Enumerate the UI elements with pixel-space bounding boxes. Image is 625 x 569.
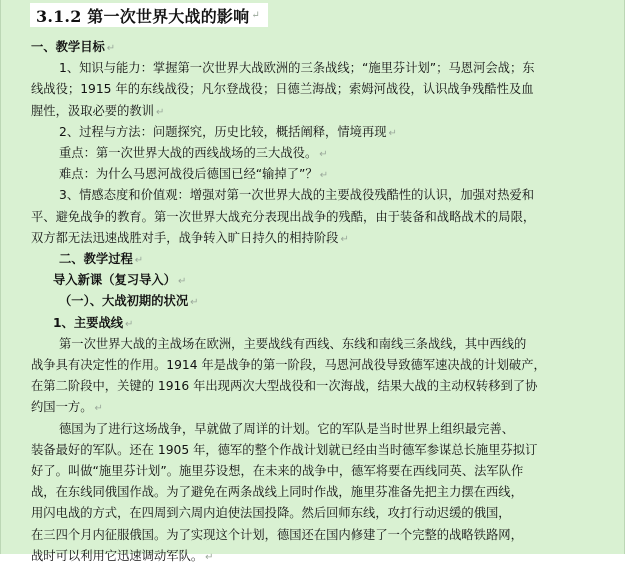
paragraph-mark-icon: ↵ [190, 297, 199, 309]
paragraph-mark-icon: ↵ [106, 43, 116, 54]
paragraph-mark-icon: ↵ [340, 233, 349, 245]
doc-line-text: 在第二阶段中，关键的 1916 年出现两次大型战役和一次海战，结果大战的主动权转移到了协 [31, 379, 538, 394]
paragraph-mark-icon: ↵ [205, 551, 214, 563]
doc-line [59, 163, 624, 185]
doc-line-text: 线战役；1915 年的东线战役；凡尔登战役；日德兰海战；索姆河战役，认识战争残酷性及血 [31, 82, 534, 97]
doc-line [59, 418, 624, 440]
doc-line-text: 双方都无法迅速战胜对手，战争转入旷日持久的相持阶段 [31, 230, 339, 245]
doc-line-text: 3、情感态度和价值观：增强对第一次世界大战的主要战役残酷性的认识，加强对热爱和 [59, 188, 535, 203]
doc-line [59, 57, 624, 79]
doc-line [31, 354, 624, 376]
paragraph-mark-icon: ↵ [177, 276, 187, 288]
doc-line [31, 78, 624, 100]
doc-line [59, 290, 624, 312]
paragraph-mark-icon: ↵ [155, 106, 165, 118]
doc-line-text: 重点：第一次世界大战的西线战场的三大战役。 [59, 146, 318, 160]
doc-line-text: 平、避免战争的教育。第一次世界大战充分表现出战争的残酷，由于装备和战略战术的局限， [31, 209, 536, 224]
doc-line-text: 2、过程与方法：问题探究，历史比较，概括阐释，情境再现 [59, 124, 387, 139]
doc-line-text: 战时可以利用它迅速调动军队。 [31, 548, 204, 563]
doc-line-text: 在三四个月内征服俄国。为了实现这个计划，德国还在国内修建了一个完整的战略铁路网， [31, 527, 523, 542]
doc-line-text: 导入新课（复习导入） [53, 273, 176, 288]
paragraph-mark-icon: ↵ [251, 9, 260, 21]
doc-line [59, 142, 624, 164]
doc-line-text: 战，在东线同俄国作战。为了避免在两条战线上同时作战，施里芬准备先把主力摆在西线， [31, 485, 523, 500]
doc-line [59, 333, 624, 355]
doc-line-text: 德国为了进行这场战争，早就做了周详的计划。它的军队是当时世界上组织最完善、 [59, 421, 514, 436]
doc-line-text: 好了。叫做“施里芬计划”。施里芬设想，在未来的战争中，德军将要在西线同英、法军队作 [31, 464, 524, 478]
paragraph-mark-icon: ↵ [125, 318, 134, 330]
doc-line-text: 装备最好的军队。还在 1905 年，德军的整个作战计划就已经由当时德军参谋总长施里芬拟订 [31, 442, 538, 457]
doc-line [53, 312, 624, 334]
doc-line-text: 约国一方。 [31, 400, 93, 415]
paragraph-mark-icon: ↵ [134, 255, 144, 266]
paragraph-mark-icon: ↵ [319, 170, 329, 182]
doc-line [59, 184, 624, 206]
doc-line [31, 206, 624, 228]
doc-line-text: 二、教学过程 [59, 252, 133, 266]
doc-line-text: 战争具有决定性的作用。1914 年是战争的第一阶段，马恩河战役导致德军速决战的计划破产， [31, 358, 546, 372]
doc-line-text: 1、主要战线 [53, 315, 124, 330]
doc-line-text: 一、教学目标 [31, 40, 105, 54]
section-title [30, 3, 268, 27]
doc-line [31, 460, 624, 482]
doc-line [31, 100, 624, 122]
doc-line-text: 第一次世界大战的主战场在欧洲，主要战线有西线、东线和南线三条战线，其中西线的 [59, 336, 527, 351]
doc-line [31, 396, 624, 418]
section-title-text: 3.1.2 第一次世界大战的影响 [36, 6, 250, 26]
doc-line [59, 248, 624, 270]
doc-line [31, 502, 624, 524]
doc-line [31, 524, 624, 546]
doc-line-text: 用闪电战的方式，在四周到六周内迫使法国投降。然后回师东线，攻打行动迟缓的俄国， [31, 506, 511, 521]
paragraph-mark-icon: ↵ [319, 149, 328, 160]
doc-line [31, 439, 624, 461]
paragraph-mark-icon: ↵ [388, 127, 397, 139]
doc-line [59, 121, 624, 143]
doc-line [53, 269, 624, 291]
doc-line-text: 难点：为什么马恩河战役后德国已经“输掉了”？ [59, 167, 318, 182]
doc-line-text: 1、知识与能力：掌握第一次世界大战欧洲的三条战线；“施里芬计划”；马恩河会战；东 [59, 61, 535, 76]
doc-line [31, 375, 624, 397]
paragraph-mark-icon: ↵ [94, 403, 103, 415]
doc-line [31, 545, 624, 567]
doc-line-text: 腥性，汲取必要的教训 [31, 103, 154, 118]
doc-line [31, 481, 624, 503]
doc-line [31, 36, 624, 58]
doc-line-text: （一）、大战初期的状况 [59, 294, 189, 309]
doc-line [31, 227, 624, 249]
